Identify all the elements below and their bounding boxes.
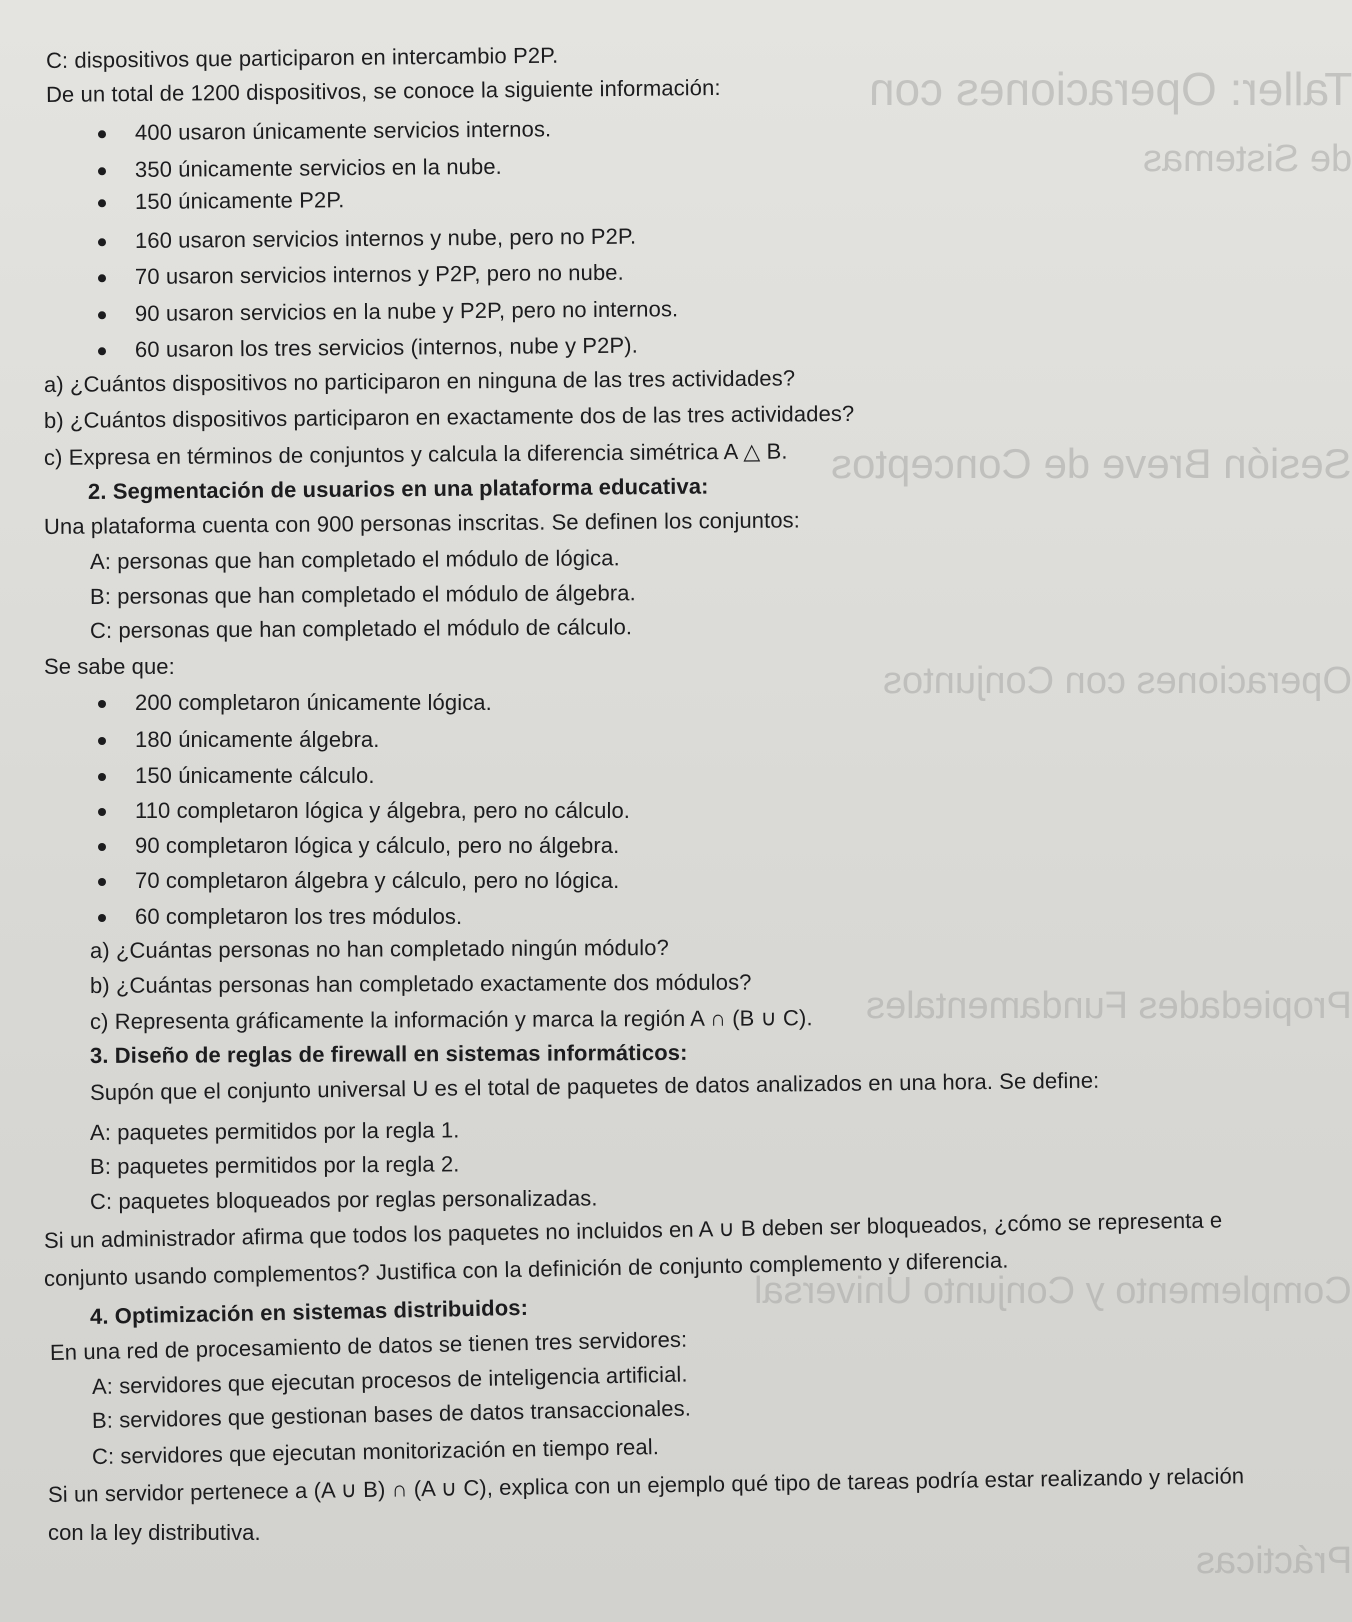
question: c) Representa gráficamente la información y marca la región A ∩ (B ∪ C).	[89, 1005, 813, 1034]
question: b) ¿Cuántos dispositivos participaron en exactamente dos de las tres actividades?	[43, 400, 855, 433]
question: a) ¿Cuántas personas no han completado ningún módulo?	[89, 934, 669, 963]
show-through-text: Complemento y Conjunto Universal	[754, 1270, 1352, 1312]
set-definition: C: paquetes bloqueados por reglas personalizadas.	[89, 1185, 598, 1214]
list-item: 180 únicamente álgebra.	[135, 727, 380, 752]
set-definition: C: personas que han completado el módulo de cálculo.	[89, 614, 633, 643]
list-item: 110 completaron lógica y álgebra, pero no cálculo.	[135, 798, 631, 823]
show-through-text: de Sistemas	[1142, 138, 1352, 180]
set-definition: A: servidores que ejecutan procesos de inteligencia artificial.	[91, 1361, 688, 1399]
section-title: 3. Diseño de reglas de firewall en sistemas informáticos:	[89, 1039, 688, 1068]
set-definition: C: dispositivos que participaron en intercambio P2P.	[45, 42, 559, 73]
question: Si un administrador afirma que todos los paquetes no incluidos en A ∪ B deben ser bloqueados, ¿cómo se representa e	[43, 1207, 1223, 1253]
show-through-text: Prácticas	[1195, 1540, 1352, 1582]
intro-text: Supón que el conjunto universal U es el total de paquetes de datos analizados en una hora. Se define:	[89, 1067, 1100, 1105]
known-label: Se sabe que:	[44, 654, 175, 679]
list-item: 90 usaron servicios en la nube y P2P, pero no internos.	[134, 296, 679, 326]
list-item: 150 únicamente P2P.	[134, 187, 345, 214]
list-item: 60 usaron los tres servicios (internos, nube y P2P).	[134, 332, 638, 362]
list-item: 400 usaron únicamente servicios internos.	[134, 116, 552, 145]
set-definition: B: paquetes permitidos por la regla 2.	[89, 1151, 460, 1179]
set-definition: B: servidores que gestionan bases de datos transaccionales.	[91, 1395, 692, 1433]
question: a) ¿Cuántos dispositivos no participaron en ninguna de las tres actividades?	[43, 365, 796, 397]
question: conjunto usando complementos? Justifica con la definición de conjunto complemento y diferencia.	[43, 1247, 1009, 1291]
list-item: 150 únicamente cálculo.	[135, 763, 375, 788]
set-definition: C: servidores que ejecutan monitorización en tiempo real.	[91, 1434, 660, 1469]
list-item: 60 completaron los tres módulos.	[135, 904, 463, 929]
show-through-text: Propiedades Fundamentales	[866, 985, 1352, 1027]
section-title: 2. Segmentación de usuarios en una plataforma educativa:	[87, 473, 709, 504]
list-item: 70 usaron servicios internos y P2P, pero no nube.	[134, 259, 624, 289]
list-item: 200 completaron únicamente lógica.	[135, 690, 492, 715]
list-item: 70 completaron álgebra y cálculo, pero no lógica.	[135, 868, 620, 893]
question: con la ley distributiva.	[48, 1520, 261, 1545]
list-item: 350 únicamente servicios en la nube.	[134, 153, 502, 182]
set-definition: A: personas que han completado el módulo de lógica.	[89, 545, 620, 574]
set-definition: B: personas que han completado el módulo de álgebra.	[89, 580, 636, 609]
show-through-text: Operaciones con Conjuntos	[883, 660, 1352, 702]
question: Si un servidor pertenece a (A ∪ B) ∩ (A ∪ C), explica con un ejemplo qué tipo de tareas podría estar realizando y relación	[47, 1463, 1245, 1507]
intro-text: De un total de 1200 dispositivos, se conoce la siguiente información:	[45, 74, 721, 107]
question: c) Expresa en términos de conjuntos y calcula la diferencia simétrica A △ B.	[43, 438, 788, 470]
list-item: 90 completaron lógica y cálculo, pero no álgebra.	[135, 833, 620, 858]
intro-text: En una red de procesamiento de datos se tienen tres servidores:	[49, 1326, 688, 1365]
show-through-text: Sesión Breve de Conceptos	[831, 440, 1352, 487]
list-item: 160 usaron servicios internos y nube, pero no P2P.	[134, 223, 637, 253]
question: b) ¿Cuántas personas han completado exactamente dos módulos?	[89, 969, 752, 998]
intro-text: Una plataforma cuenta con 900 personas inscritas. Se definen los conjuntos:	[43, 507, 801, 539]
section-title: 4. Optimización en sistemas distribuidos:	[89, 1294, 529, 1329]
show-through-text: Taller: Operaciones con	[868, 63, 1352, 115]
set-definition: A: paquetes permitidos por la regla 1.	[89, 1117, 460, 1145]
